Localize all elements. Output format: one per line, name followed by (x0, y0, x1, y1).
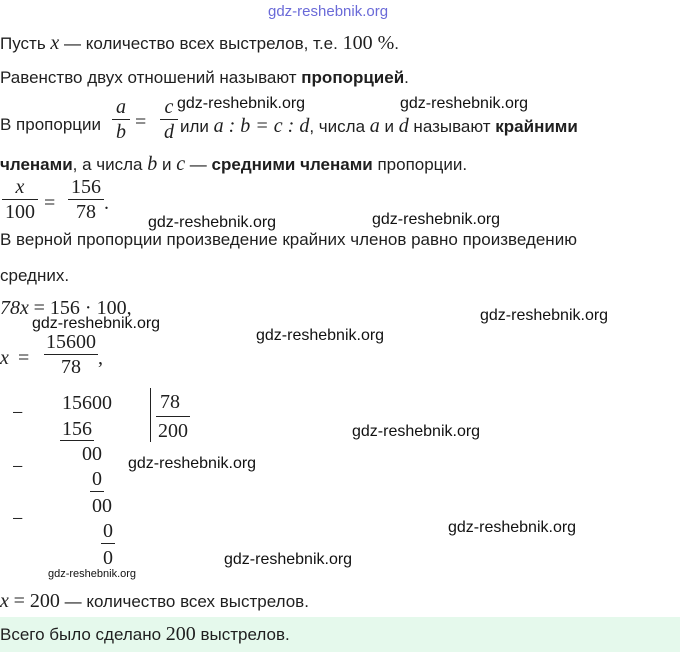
subtrahend-2: 0 (92, 468, 102, 490)
watermark: gdz-reshebnik.org (32, 315, 161, 332)
fraction-c-d: c d (160, 96, 178, 143)
result-line: x = 200 — количество всех выстрелов. (0, 590, 309, 612)
division-underline-1 (60, 440, 94, 441)
division-divider (150, 388, 151, 442)
subtrahend-3: 0 (103, 520, 113, 542)
watermark: gdz-reshebnik.org (256, 327, 385, 344)
text-line-6: средних. (0, 266, 70, 285)
equation-product: 78x = 156 · 100, (0, 297, 132, 319)
watermark: gdz-reshebnik.org (148, 214, 277, 231)
minus-sign: − (12, 508, 24, 530)
watermark-top: gdz-reshebnik.org (268, 3, 389, 20)
remainder-1: 00 (82, 443, 102, 465)
comma: , (98, 347, 103, 369)
subtrahend-1: 156 (62, 418, 92, 440)
text-line-4: членами, а числа b и c — средними членами пропорции. (0, 153, 468, 175)
text-line-3a: В пропорции (0, 115, 102, 134)
fraction-156-78: 156 78 (68, 176, 104, 223)
watermark: gdz-reshebnik.org (480, 307, 609, 324)
watermark-small: gdz-reshebnik.org (48, 568, 137, 580)
fraction-x-100: x 100 (2, 176, 38, 223)
fraction-a-b: a b (112, 96, 130, 143)
watermark: gdz-reshebnik.org (128, 455, 257, 472)
watermark: gdz-reshebnik.org (352, 423, 481, 440)
text-line-1: Пусть x — количество всех выстрелов, т.е. 100 %. (0, 32, 399, 54)
answer-box (0, 617, 680, 652)
divisor-underline (156, 416, 190, 417)
equals-sign: = (44, 192, 56, 214)
text-line-3b: или a : b = c : d, числа a и d называют крайними (180, 115, 578, 137)
equals-sign: = (18, 347, 30, 369)
fraction-15600-78: 15600 78 (46, 331, 96, 378)
quotient: 200 (158, 420, 188, 442)
equals-sign: = (135, 111, 147, 133)
minus-sign: − (12, 402, 24, 424)
watermark: gdz-reshebnik.org (372, 211, 501, 228)
remainder-2: 00 (92, 495, 112, 517)
watermark: gdz-reshebnik.org (448, 519, 577, 536)
watermark: gdz-reshebnik.org (400, 95, 529, 112)
watermark: gdz-reshebnik.org (177, 95, 306, 112)
division-underline-2 (90, 491, 104, 492)
text-line-5: В верной пропорции произведение крайних членов равно произведению (0, 230, 577, 249)
period: . (104, 192, 109, 214)
text-line-2: Равенство двух отношений называют пропорцией. (0, 68, 409, 87)
variable-x: x (0, 347, 9, 369)
minus-sign: − (12, 456, 24, 478)
divisor: 78 (160, 391, 180, 413)
answer-text: Всего было сделано 200 выстрелов. (0, 623, 290, 645)
division-underline-3 (101, 543, 115, 544)
dividend: 15600 (62, 392, 112, 414)
final-remainder: 0 (103, 547, 113, 569)
watermark: gdz-reshebnik.org (224, 551, 353, 568)
